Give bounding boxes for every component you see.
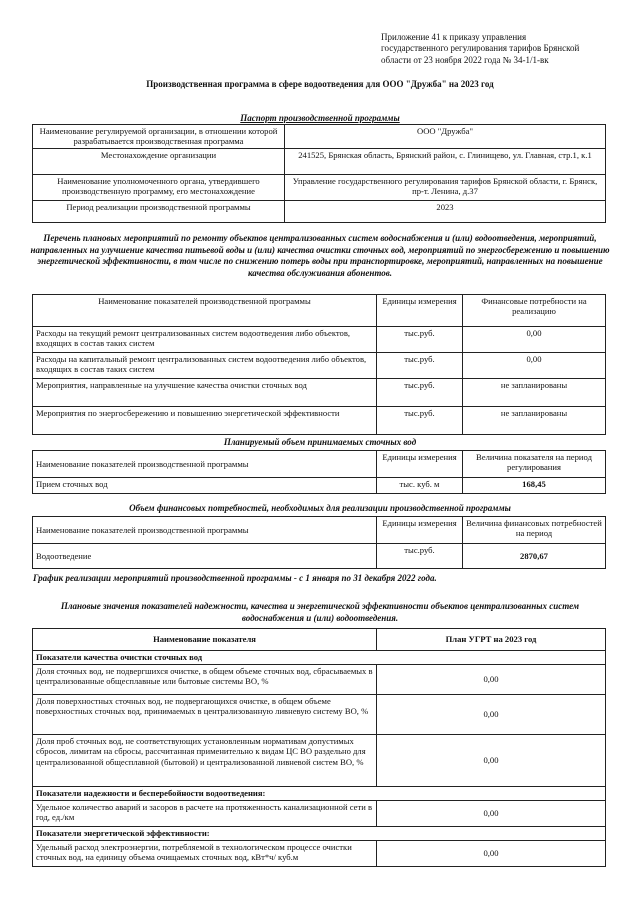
column-header: Финансовые потребности на реализацию (463, 295, 606, 327)
appendix-line: государственного регулирования тарифов Брянской (381, 43, 580, 54)
measure-name: Расходы на текущий ремонт централизованных систем водоотведения либо объектов, входящих в состав таких систем (33, 327, 377, 353)
group-header: Показатели энергетической эффективности: (33, 827, 606, 841)
column-header: Величина финансовых потребностей на период (463, 517, 606, 544)
reliability-table (32, 628, 606, 867)
measure-name: Мероприятия по энергосбережению и повышению энергетической эффективности (33, 407, 377, 435)
volume-name: Прием сточных вод (33, 478, 377, 494)
finance-unit: тыс.руб. (377, 544, 463, 569)
volume-table (32, 450, 606, 494)
group-header: Показатели качества очистки сточных вод (33, 651, 606, 665)
passport-value: 241525, Брянская область, Брянский район, с. Глинищево, ул. Главная, стр.1, к.1 (285, 149, 606, 175)
measures-heading: Перечень плановых мероприятий по ремонту объектов централизованных систем водоснабжения и (или) водоотведения, мероприятий, направленных на улучшение качества питьевой воды и (или) качества очистки сточных вод, мероприятий по энергосбережению и повышению энергетической эффективности, в том числе по снижению потерь воды при транспортировке, мероприятий, направленных на повышение качества обслуживания абонентов. (30, 233, 610, 278)
indicator-value: 0,00 (377, 695, 606, 735)
indicator-name: Доля проб сточных вод, не соответствующих установленным нормативам допустимых сбросов, лимитам на сбросы, рассчитанная применительно к видам ЦС ВО раздельно для централизованной общесплавной (бытовой) и централизованной ливневой систем ВО, % (33, 735, 377, 787)
indicator-value: 0,00 (377, 841, 606, 867)
table-row (33, 544, 606, 569)
measure-value: 0,00 (463, 353, 606, 379)
table-row (33, 175, 606, 201)
measure-unit: тыс.руб. (377, 407, 463, 435)
table-row (33, 451, 606, 478)
indicator-value: 0,00 (377, 801, 606, 827)
measure-unit: тыс.руб. (377, 379, 463, 407)
indicator-value: 0,00 (377, 665, 606, 695)
finance-name: Водоотведение (33, 544, 377, 569)
appendix-line: Приложение 41 к приказу управления (381, 32, 527, 42)
appendix-header (381, 32, 621, 66)
volume-unit: тыс. куб. м (377, 478, 463, 494)
volume-heading: Планируемый объем принимаемых сточных вод (223, 437, 417, 447)
measure-value: не запланированы (463, 407, 606, 435)
passport-heading (30, 113, 610, 124)
column-header: План УГРТ на 2023 год (377, 629, 606, 651)
table-row (33, 651, 606, 665)
volume-value: 168,45 (463, 478, 606, 494)
table-row (33, 735, 606, 787)
column-header: Наименование показателей производственной программы (33, 295, 377, 327)
column-header: Единицы измерения (377, 295, 463, 327)
finance-table (32, 516, 606, 569)
table-row (33, 841, 606, 867)
passport-label: Наименование уполномоченного органа, утвердившего производственную программу, его местонахождение (33, 175, 285, 201)
table-row (33, 125, 606, 149)
table-row (33, 787, 606, 801)
indicator-name: Удельный расход электроэнергии, потребляемой в технологическом процессе очистки сточных вод, на единицу объема очищаемых сточных вод, кВт*ч/ куб.м (33, 841, 377, 867)
table-row (33, 149, 606, 175)
passport-heading-text: Паспорт производственной программы (240, 113, 400, 123)
table-row (33, 517, 606, 544)
finance-value: 2870,67 (463, 544, 606, 569)
measures-table (32, 294, 606, 435)
measure-name: Расходы на капитальный ремонт централизованных систем водоотведения либо объектов, входящих в состав таких систем (33, 353, 377, 379)
indicator-value: 0,00 (377, 735, 606, 787)
appendix-line: области от 23 ноября 2022 года № 34-1/1-вк (381, 54, 549, 65)
measure-name: Мероприятия, направленные на улучшение качества очистки сточных вод (33, 379, 377, 407)
passport-value: Управление государственного регулирования тарифов Брянской области, г. Брянск, пр-т. Ленина, д.37 (285, 175, 606, 201)
indicator-name: Доля поверхностных сточных вод, не подвергающихся очистке, в общем объеме поверхностных сточных вод, принимаемых в централизованную ливневую систему ВО, % (33, 695, 377, 735)
passport-value: ООО "Дружба" (285, 125, 606, 149)
column-header: Наименование показателей производственной программы (33, 451, 377, 478)
measure-value: не запланированы (463, 379, 606, 407)
table-row (33, 827, 606, 841)
column-header: Наименование показателей производственной программы (33, 517, 377, 544)
column-header: Единицы измерения (377, 517, 463, 544)
table-row (33, 478, 606, 494)
passport-label: Период реализации производственной программы (33, 201, 285, 223)
column-header: Величина показателя на период регулирования (463, 451, 606, 478)
measure-value: 0,00 (463, 327, 606, 353)
reliability-heading: Плановые значения показателей надежности, качества и энергетической эффективности объектов централизованных систем водоснабжения и (или) водоотведения. (60, 601, 580, 623)
table-row (33, 353, 606, 379)
passport-label: Местонахождение организации (33, 149, 285, 175)
table-row (33, 695, 606, 735)
indicator-name: Удельное количество аварий и засоров в расчете на протяженность канализационной сети в год, ед./км (33, 801, 377, 827)
measure-unit: тыс.руб. (377, 327, 463, 353)
table-row (33, 327, 606, 353)
document-title: Производственная программа в сфере водоотведения для ООО "Дружба" на 2023 год (146, 79, 494, 89)
schedule-note: График реализации мероприятий производственной программы - с 1 января по 31 декабря 2022 года. (33, 573, 437, 583)
group-header: Показатели надежности и бесперебойности водоотведения: (33, 787, 606, 801)
table-row (33, 407, 606, 435)
finance-heading: Объем финансовых потребностей, необходимых для реализации производственной программы (129, 503, 511, 513)
passport-label: Наименование регулируемой организации, в отношении которой разрабатывается производственная программа (33, 125, 285, 149)
table-row (33, 295, 606, 327)
passport-table (32, 124, 606, 223)
measure-unit: тыс.руб. (377, 353, 463, 379)
passport-value: 2023 (285, 201, 606, 223)
indicator-name: Доля сточных вод, не подвергшихся очистке, в общем объеме сточных вод, сбрасываемых в централизованные общесплавные или бытовые системы ВО, % (33, 665, 377, 695)
table-row (33, 665, 606, 695)
column-header: Единицы измерения (377, 451, 463, 478)
table-row (33, 379, 606, 407)
table-row (33, 629, 606, 651)
table-row (33, 801, 606, 827)
column-header: Наименование показателя (33, 629, 377, 651)
table-row (33, 201, 606, 223)
